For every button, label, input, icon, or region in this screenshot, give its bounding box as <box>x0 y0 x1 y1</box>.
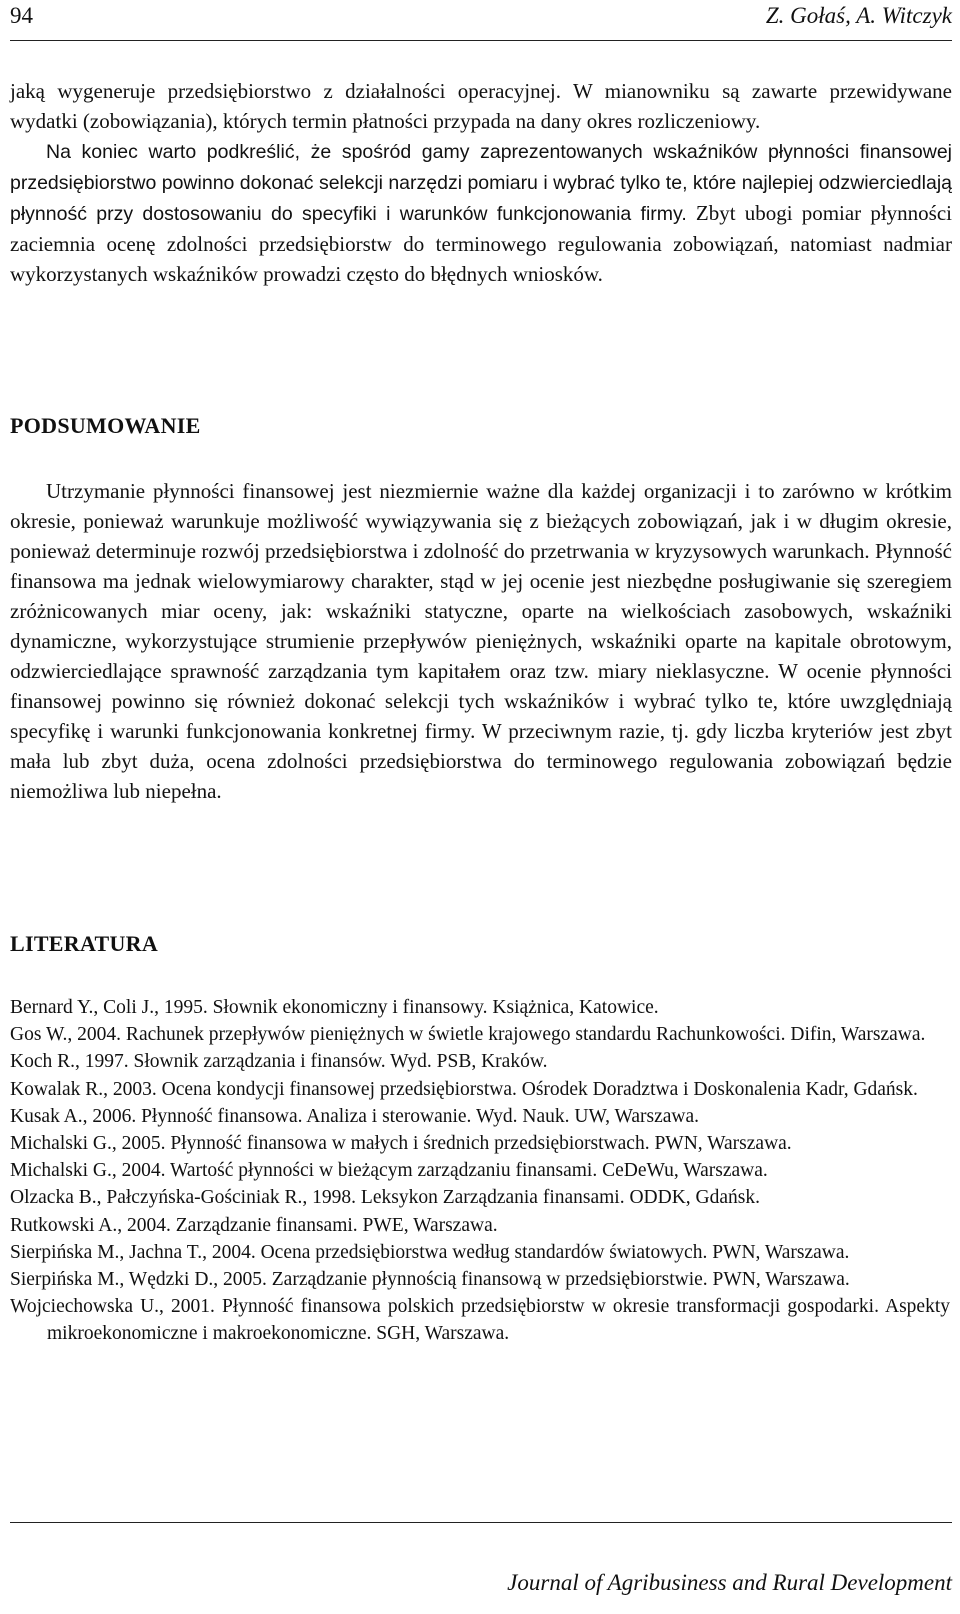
reference-item: Koch R., 1997. Słownik zarządzania i finansów. Wyd. PSB, Kraków. <box>10 1051 548 1073</box>
summary-section <box>10 476 952 806</box>
reference-item: Rutkowski A., 2004. Zarządzanie finansami. PWE, Warszawa. <box>10 1214 498 1236</box>
summary-paragraph: Utrzymanie płynności finansowej jest niezmiernie ważne dla każdej organizacji i to zarówno w krótkim okresie, ponieważ warunkuje możliwość wywiązywania się z bieżących zobowiązań, jak i w długim okresie, ponieważ determinuje rozwój przedsiębiorstwa i zdolność do przetrwania w kryzysowych warunkach. Płynność finansowa ma jednak wielowymiarowy charakter, stąd w jej ocenie jest niezbędne posługiwanie się szeregiem zróżnicowanych miar oceny, jak: wskaźniki statyczne, oparte na wielkościach zasobowych, wskaźniki dynamiczne, wykorzystujące strumienie przepływów pieniężnych, wskaźniki oparte na kapitale obrotowym, odzwierciedlające sprawność zarządzania tym kapitałem oraz tzw. miary nieklasyczne. W ocenie płynności finansowej powinno się również dokonać selekcji tych wskaźników i wybrać tylko te, które uwzględniają specyfikę i warunki funkcjonowania konkretnej firmy. W przeciwnym razie, tj. gdy liczba kryteriów jest zbyt mała lub zbyt duża, ocena zdolności przedsiębiorstwa do terminowego regulowania zobowiązań będzie niemożliwa lub niepełna. <box>10 479 952 803</box>
reference-item: Michalski G., 2004. Wartość płynności w bieżącym zarządzaniu finansami. CeDeWu, Warszawa. <box>10 1160 768 1182</box>
page-number: 94 <box>10 3 33 28</box>
running-header-authors: Z. Gołaś, A. Witczyk <box>765 3 952 28</box>
section-heading-summary: PODSUMOWANIE <box>10 413 201 438</box>
paragraph-conclusion-part-2: Zbyt ubogi pomiar płynności zaciemnia ocenę zdolności przedsiębiorstw do terminowego regulowania zobowiązań, natomiast nadmiar wykorzystanych wskaźników prowadzi często do błędnych wniosków. <box>10 201 952 286</box>
running-header <box>10 0 952 41</box>
reference-item: Gos W., 2004. Rachunek przepływów pieniężnych w świetle krajowego standardu Rachunkowości. Difin, Warszawa. <box>10 1024 926 1046</box>
reference-item: Bernard Y., Coli J., 1995. Słownik ekonomiczny i finansowy. Książnica, Katowice. <box>10 997 659 1018</box>
reference-list <box>10 994 950 1348</box>
paragraph-conclusion <box>10 136 952 289</box>
reference-item: Kowalak R., 2003. Ocena kondycji finansowej przedsiębiorstwa. Ośrodek Doradztwa i Doskonalenia Kadr, Gdańsk. <box>10 1078 918 1100</box>
reference-item: Wojciechowska U., 2001. Płynność finansowa polskich przedsiębiorstw w okresie transformacji gospodarki. Aspekty mikroekonomiczne i makroekonomiczne. SGH, Warszawa. <box>10 1296 950 1345</box>
paragraph-conclusion-part-1: Na koniec warto podkreślić, że spośród gamy zaprezentowanych wskaźników płynności finansowej przedsiębiorstwo powinno dokonać selekcji narzędzi pomiaru i wybrać tylko te, które najlepiej odzwierciedlają płynność przy dostosowaniu do specyfiki i warunków funkcjonowania firmy. <box>10 141 952 225</box>
running-footer <box>10 1522 952 1593</box>
reference-item: Sierpińska M., Wędzki D., 2005. Zarządzanie płynnością finansową w przedsiębiorstwie. PWN, Warszawa. <box>10 1269 850 1291</box>
section-heading-literature: LITERATURA <box>10 931 159 956</box>
body-text <box>10 76 952 289</box>
reference-item: Sierpińska M., Jachna T., 2004. Ocena przedsiębiorstwa według standardów światowych. PWN, Warszawa. <box>10 1241 850 1263</box>
reference-item: Olzacka B., Pałczyńska-Gościniak R., 1998. Leksykon Zarządzania finansami. ODDK, Gdańsk. <box>10 1187 760 1209</box>
reference-item: Kusak A., 2006. Płynność finansowa. Analiza i sterowanie. Wyd. Nauk. UW, Warszawa. <box>10 1105 700 1127</box>
reference-item: Michalski G., 2005. Płynność finansowa w małych i średnich przedsiębiorstwach. PWN, Warszawa. <box>10 1133 792 1155</box>
paragraph-continuation: jaką wygeneruje przedsiębiorstwo z działalności operacyjnej. W mianowniku są zawarte przewidywane wydatki (zobowiązania), których termin płatności przypada na dany okres rozliczeniowy. <box>10 79 952 133</box>
journal-title: Journal of Agribusiness and Rural Development <box>507 1570 952 1595</box>
